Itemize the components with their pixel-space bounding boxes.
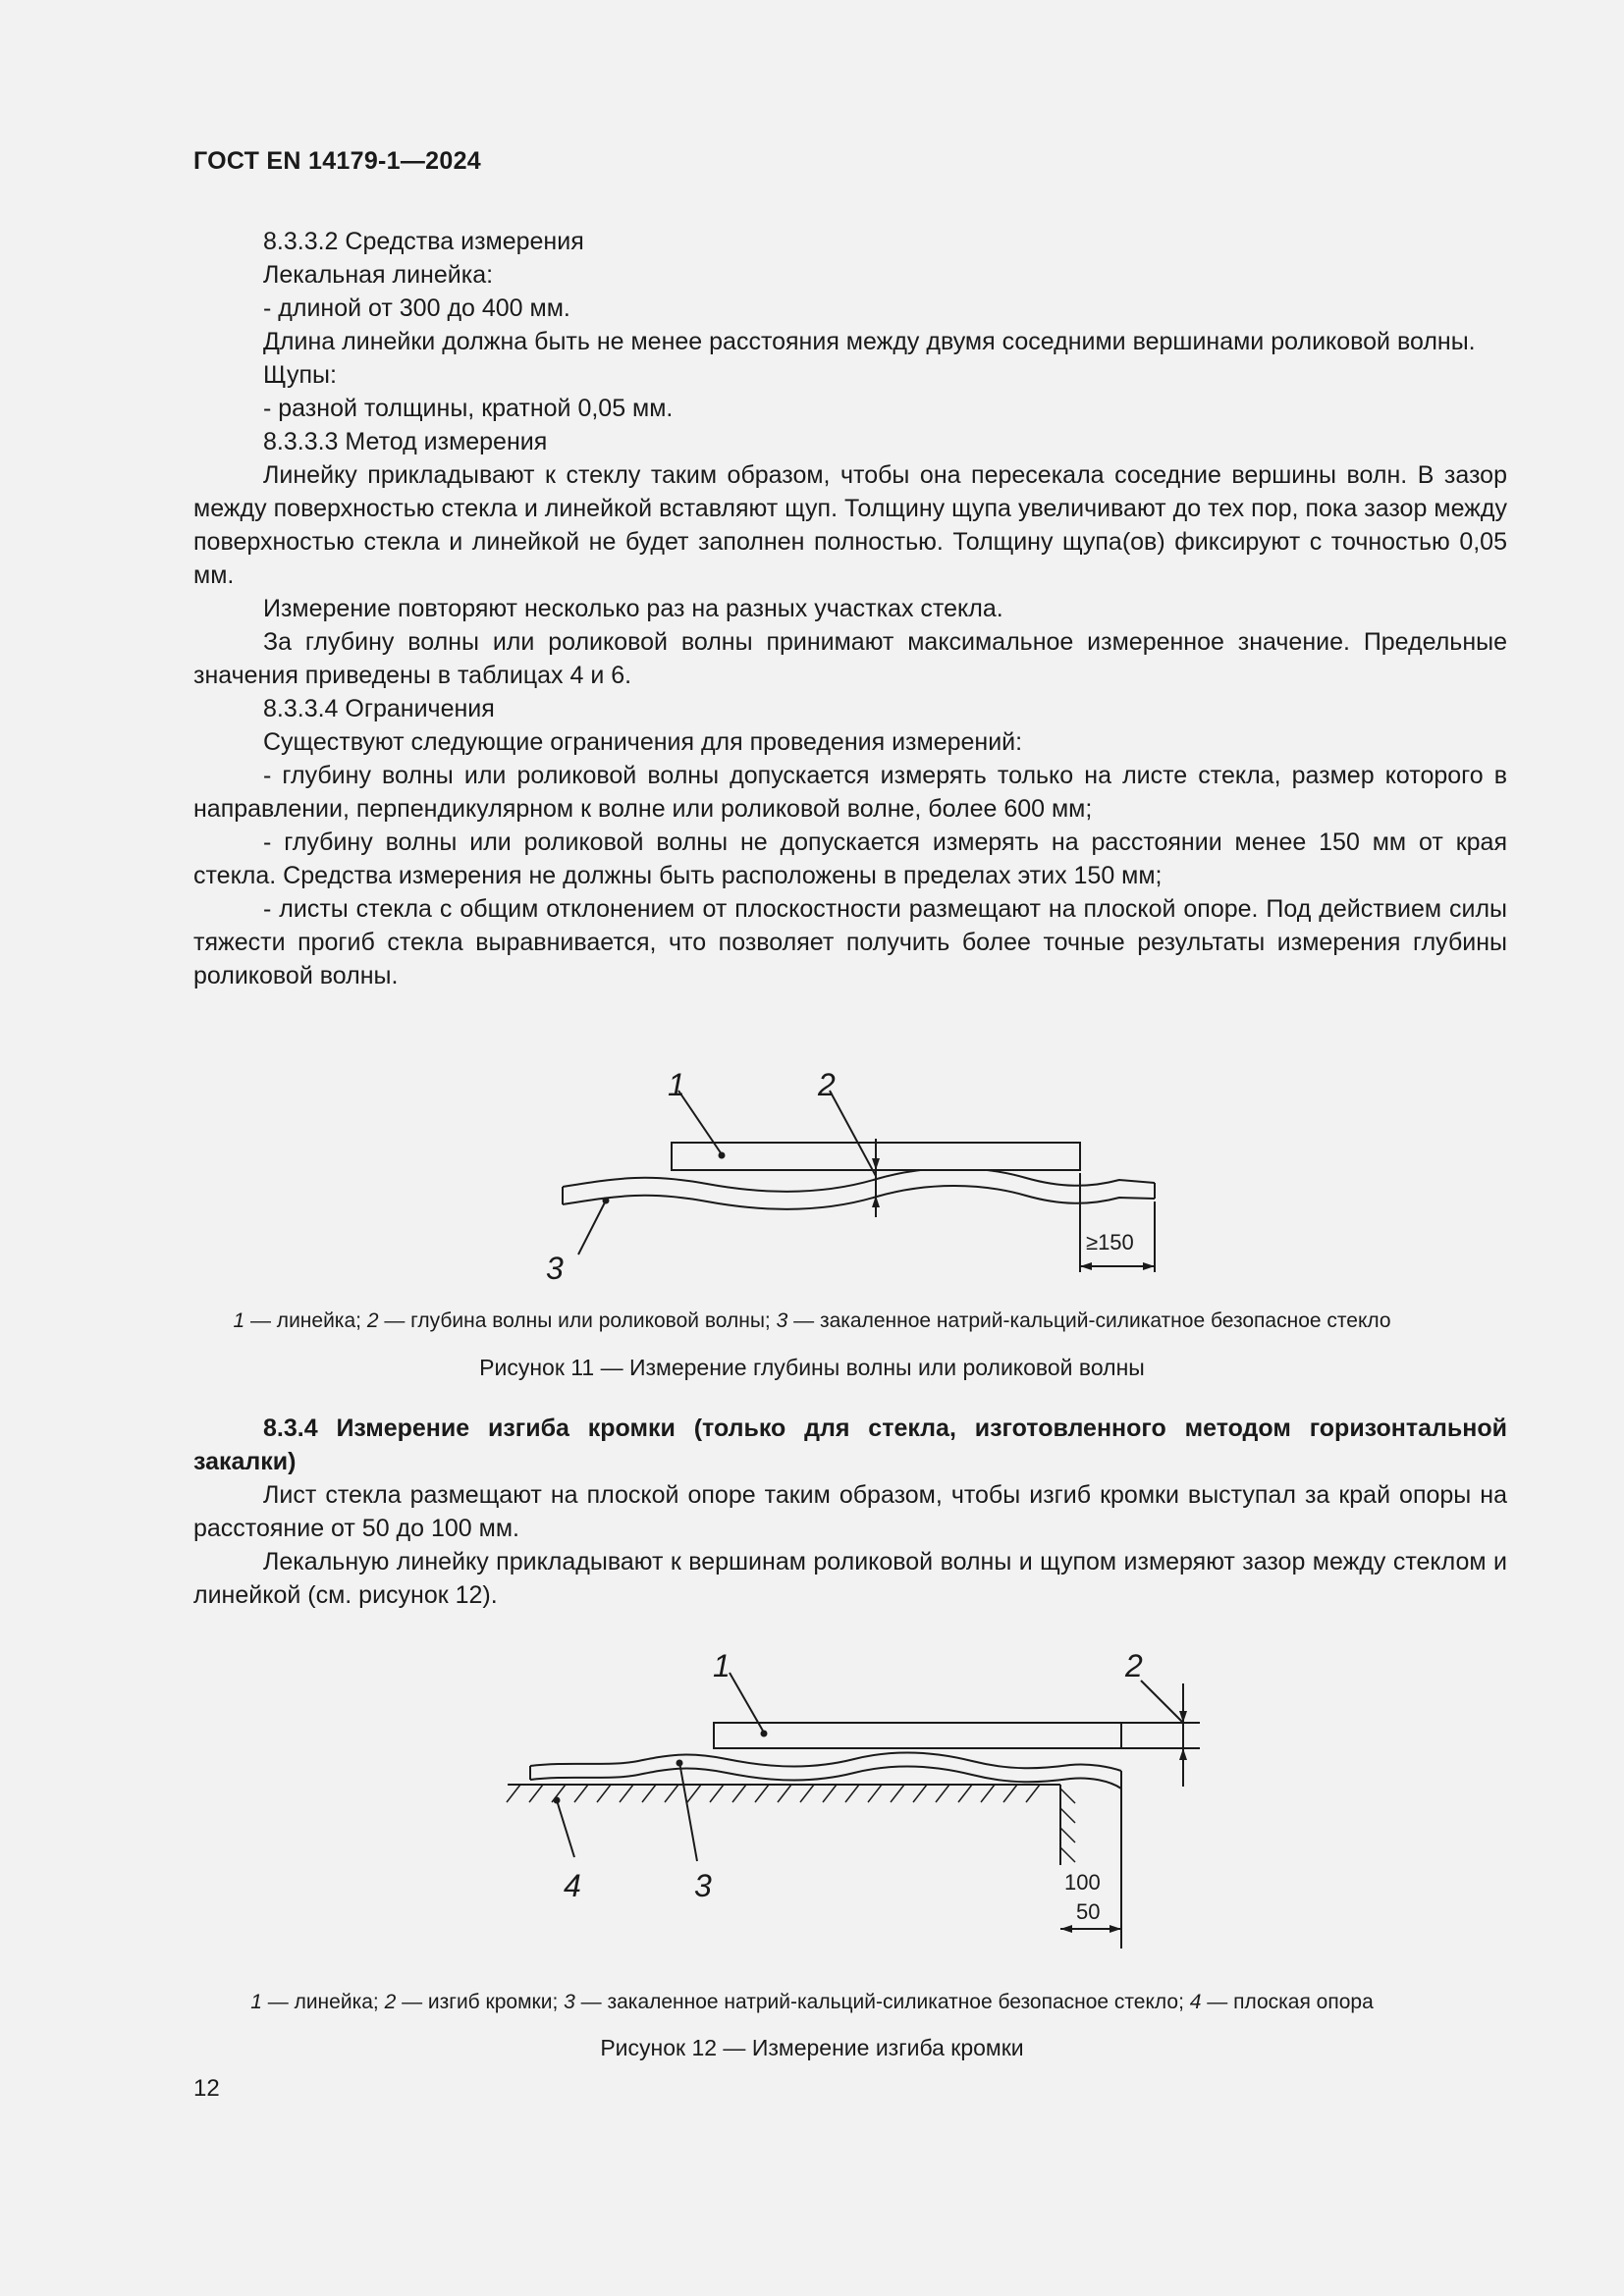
figure-11-caption: Рисунок 11 — Измерение глубины волны или роликовой волны: [479, 1355, 1145, 1380]
figure-11: [0, 1060, 1624, 1286]
figure-12-drawing: [0, 1639, 1624, 1963]
legend-text: — линейка;: [261, 1991, 385, 2013]
fig12-label-1: 1: [713, 1648, 731, 1683]
legend-num: 1: [250, 1991, 262, 2013]
text-block-top: [193, 225, 1507, 992]
legend-num: 3: [564, 1991, 575, 2013]
list-item: - глубину волны или роликовой волны допускается измерять только на листе стекла, размер которого в направлении, перпендикулярном к волне или роликовой волне, более 600 мм;: [193, 762, 1507, 823]
paragraph: Щупы:: [263, 361, 337, 389]
figure-11-legend: [0, 1309, 1624, 1333]
glass-sheet-lower: [563, 1186, 1155, 1209]
paragraph: Линейку прикладывают к стеклу таким образом, чтобы она пересекала соседние вершины волн. В зазор между поверхностью стекла и линейкой вставляют щуп. Толщину щупа увеличивают до тех пор, пока зазор между поверхностью стекла и линейкой не будет заполнен полностью. Толщину щупа(ов) фиксируют с точностью 0,05 мм.: [193, 461, 1507, 589]
fig12-label-3: 3: [694, 1868, 712, 1903]
fig11-label-2: 2: [818, 1067, 836, 1102]
section-834: [193, 1412, 1507, 1612]
legend-text: — закаленное натрий-кальций-силикатное безопасное стекло: [787, 1309, 1391, 1332]
paragraph: Лекальную линейку прикладывают к вершинам роликовой волны и щупом измеряют зазор между стеклом и линейкой (см. рисунок 12).: [193, 1548, 1507, 1609]
document-header: ГОСТ EN 14179-1—2024: [193, 147, 481, 175]
subsection-8334-title: 8.3.3.4 Ограничения: [263, 695, 495, 722]
ruler: [714, 1723, 1121, 1748]
list-item: - листы стекла с общим отклонением от плоскостности размещают на плоской опоре. Под действием силы тяжести прогиб стекла выравнивается, что позволяет получить более точные результаты измерения глубины роликовой волны.: [193, 895, 1507, 989]
figure-12: [0, 1639, 1624, 1963]
subsection-8332-title: 8.3.3.2 Средства измерения: [263, 228, 584, 255]
figure-12-caption: Рисунок 12 — Измерение изгиба кромки: [600, 2035, 1024, 2060]
paragraph: Лист стекла размещают на плоской опоре таким образом, чтобы изгиб кромки выступал за край опоры на расстояние от 50 до 100 мм.: [193, 1481, 1507, 1542]
paragraph: За глубину волны или роликовой волны принимают максимальное измеренное значение. Предельные значения приведены в таблицах 4 и 6.: [193, 628, 1507, 689]
page-number: 12: [193, 2075, 220, 2102]
legend-num: 4: [1189, 1991, 1202, 2013]
figure-11-drawing: [0, 1060, 1624, 1286]
fig11-label-1: 1: [668, 1067, 685, 1102]
fig12-label-4: 4: [564, 1868, 581, 1903]
legend-num: 1: [233, 1309, 245, 1332]
glass-sheet: [530, 1752, 1121, 1771]
section-834-heading: 8.3.4 Измерение изгиба кромки (только для стекла, изготовленного методом горизонтальной закалки): [193, 1415, 1507, 1475]
legend-text: — плоская опора: [1201, 1991, 1374, 2013]
fig12-dimension-100: 100: [1064, 1870, 1101, 1895]
list-item: - глубину волны или роликовой волны не допускается измерять на расстоянии менее 150 мм от края стекла. Средства измерения не должны быть расположены в пределах этих 150 мм;: [193, 828, 1507, 889]
list-item: - длиной от 300 до 400 мм.: [263, 294, 570, 322]
legend-num: 2: [366, 1309, 379, 1332]
legend-text: — глубина волны или роликовой волны;: [378, 1309, 777, 1332]
subsection-8333-title: 8.3.3.3 Метод измерения: [263, 428, 548, 455]
paragraph: Лекальная линейка:: [263, 261, 494, 289]
fig12-label-2: 2: [1125, 1648, 1143, 1683]
fig12-dimension-50: 50: [1076, 1899, 1101, 1924]
fig11-dimension: ≥150: [1086, 1230, 1134, 1255]
legend-text: — линейка;: [244, 1309, 367, 1332]
fig11-label-3: 3: [546, 1251, 564, 1286]
figure-12-legend: [0, 1991, 1624, 2014]
legend-num: 2: [384, 1991, 397, 2013]
paragraph: Существуют следующие ограничения для проведения измерений:: [263, 728, 1023, 756]
legend-text: — закаленное натрий-кальций-силикатное безопасное стекло;: [574, 1991, 1190, 2013]
paragraph: Измерение повторяют несколько раз на разных участках стекла.: [263, 595, 1003, 622]
legend-num: 3: [776, 1309, 788, 1332]
legend-text: — изгиб кромки;: [396, 1991, 565, 2013]
glass-sheet: [563, 1168, 1155, 1192]
paragraph: Длина линейки должна быть не менее расстояния между двумя соседними вершинами роликовой волны.: [263, 328, 1476, 355]
list-item: - разной толщины, кратной 0,05 мм.: [263, 395, 674, 422]
